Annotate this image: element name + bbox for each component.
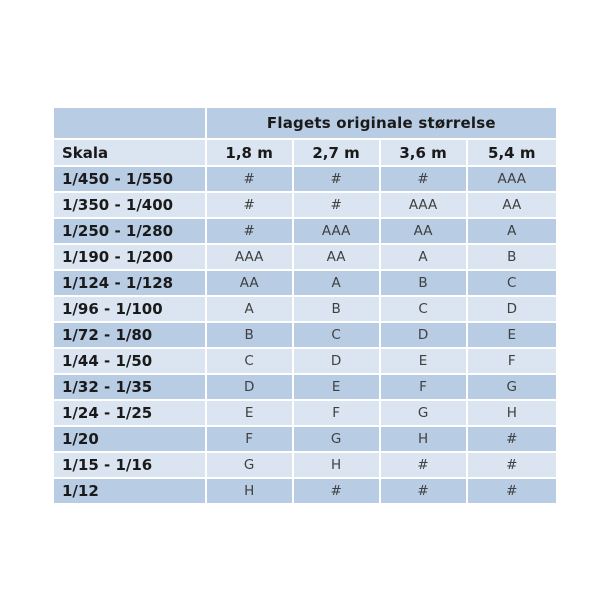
scale-row-header: 1/32 - 1/35: [62, 378, 153, 396]
scale-row-header: 1/450 - 1/550: [62, 170, 174, 188]
size-code-cell: E: [418, 353, 428, 369]
scale-row-header: 1/350 - 1/400: [62, 196, 174, 214]
scale-row-header: 1/15 - 1/16: [62, 456, 153, 474]
size-code-cell: G: [330, 431, 342, 447]
table-row: [54, 297, 556, 321]
table-row: [54, 167, 556, 191]
scale-row-header: 1/12: [62, 482, 99, 500]
table-row: [54, 349, 556, 373]
size-code-cell: D: [243, 379, 255, 395]
scale-row-header: 1/72 - 1/80: [62, 326, 153, 344]
size-code-cell: E: [331, 379, 341, 395]
scale-row-header: 1/190 - 1/200: [62, 248, 174, 266]
size-code-cell: A: [418, 249, 428, 265]
size-code-cell: C: [418, 301, 428, 317]
table-row: [54, 401, 556, 425]
size-code-cell: C: [244, 353, 254, 369]
column-header-size-4: 5,4 m: [488, 143, 536, 162]
column-header-size-1: 1,8 m: [225, 143, 273, 162]
corner-cell: [54, 108, 205, 138]
size-code-cell: AA: [413, 223, 433, 239]
scale-row-header: 1/44 - 1/50: [62, 352, 153, 370]
column-header-size-3: 3,6 m: [399, 143, 447, 162]
size-code-cell: D: [330, 353, 342, 369]
scale-row-header: 1/250 - 1/280: [62, 222, 174, 240]
size-code-cell: #: [506, 483, 518, 499]
size-code-cell: #: [417, 457, 429, 473]
size-code-cell: E: [507, 327, 517, 343]
size-code-cell: AAA: [234, 249, 264, 265]
size-code-cell: F: [419, 379, 427, 395]
column-header-size-2: 2,7 m: [312, 143, 360, 162]
scale-row-header: 1/24 - 1/25: [62, 404, 153, 422]
size-code-cell: #: [417, 171, 429, 187]
size-code-cell: H: [244, 483, 255, 499]
size-code-cell: G: [417, 405, 429, 421]
size-code-cell: E: [244, 405, 254, 421]
size-code-cell: D: [506, 301, 517, 317]
size-code-cell: AAA: [408, 197, 438, 213]
size-code-cell: AA: [326, 249, 346, 265]
size-code-cell: H: [417, 431, 429, 447]
column-header-skala: Skala: [62, 143, 109, 162]
table-title: Flagets originale størrelse: [266, 114, 496, 132]
size-code-cell: B: [244, 327, 254, 343]
spanning-header-row: [54, 108, 556, 138]
flag-size-table-container: [52, 106, 558, 505]
scale-row-header: 1/124 - 1/128: [62, 274, 174, 292]
size-code-cell: #: [330, 171, 342, 187]
size-code-cell: F: [245, 431, 254, 447]
size-code-cell: C: [507, 275, 517, 291]
size-code-cell: C: [331, 327, 341, 343]
table-row: [54, 323, 556, 347]
flag-size-table: [52, 106, 558, 505]
table-row: [54, 271, 556, 295]
scale-row-header: 1/20: [62, 430, 99, 448]
scale-row-header: 1/96 - 1/100: [62, 300, 163, 318]
size-code-cell: AAA: [321, 223, 351, 239]
table-row: [54, 427, 556, 451]
table-row: [54, 375, 556, 399]
size-code-cell: B: [507, 249, 517, 265]
size-code-cell: B: [418, 275, 428, 291]
size-code-cell: H: [331, 457, 342, 473]
size-code-cell: AA: [239, 275, 259, 291]
size-code-cell: A: [331, 275, 341, 291]
size-code-cell: #: [330, 197, 342, 213]
size-code-cell: AA: [502, 197, 522, 213]
size-code-cell: F: [507, 353, 516, 369]
size-code-cell: A: [244, 301, 254, 317]
size-code-cell: #: [506, 431, 518, 447]
size-code-cell: A: [507, 223, 517, 239]
size-code-cell: G: [243, 457, 255, 473]
table-row: [54, 193, 556, 217]
size-code-cell: D: [417, 327, 429, 343]
size-code-cell: B: [331, 301, 341, 317]
size-code-cell: F: [332, 405, 340, 421]
size-code-cell: H: [506, 405, 517, 421]
table-row: [54, 453, 556, 477]
size-code-cell: #: [506, 457, 518, 473]
column-header-row: [54, 140, 556, 165]
size-code-cell: AAA: [497, 171, 526, 187]
table-row: [54, 245, 556, 269]
size-code-cell: #: [330, 483, 342, 499]
table-row: [54, 479, 556, 503]
size-code-cell: G: [506, 379, 517, 395]
size-code-cell: #: [243, 197, 255, 213]
table-row: [54, 219, 556, 243]
size-code-cell: #: [243, 223, 255, 239]
size-code-cell: #: [417, 483, 429, 499]
size-code-cell: #: [243, 171, 255, 187]
